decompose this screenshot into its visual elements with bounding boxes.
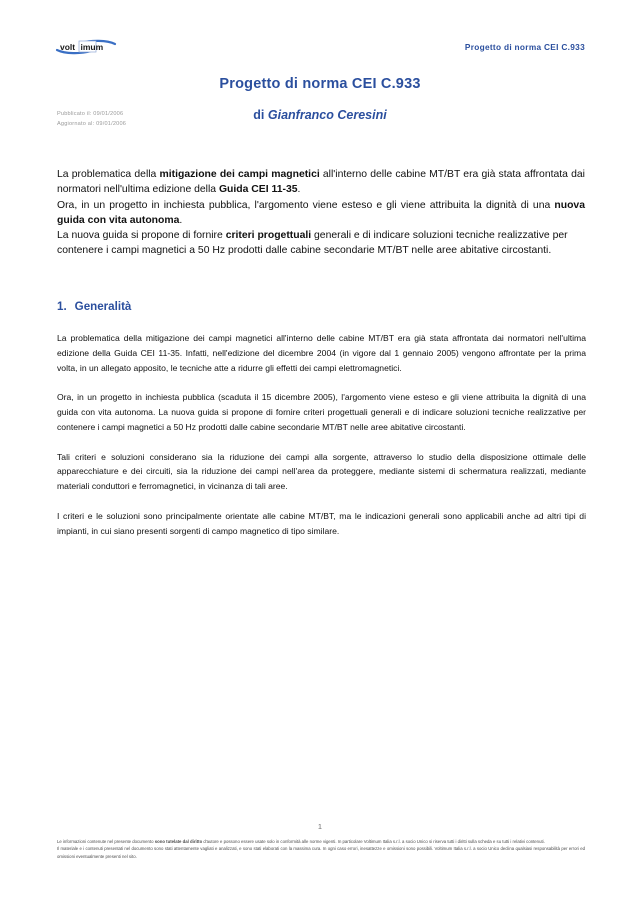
publication-dates	[57, 110, 126, 130]
intro-paragraph-3	[57, 228, 585, 259]
published-date: Pubblicato il: 09/01/2006	[57, 111, 124, 117]
document-header	[55, 34, 585, 60]
footer-disclaimer-line-1	[57, 838, 585, 845]
intro-p1-text-b: all'interno delle cabine MT/BT era già stata affrontata dai normatori nell'ultima edizione della	[57, 169, 585, 196]
footer-disclaimer-line-2: Il materiale e i contenuti presentati nel documento sono stati attentamente vagliati e analizzati, e sono stati elaborati con la massima cura. In ogni caso errori, inesattezze e omissioni sono possibili. Voltimum Italia s.r.l. a socio Unico declina qualsiasi responsabilità per errori ed omissioni eventualmente presenti nel sito.	[57, 846, 585, 859]
author-name: Gianfranco Ceresini	[267, 108, 387, 122]
intro-p3-text-a: La nuova guida si propone di fornire	[57, 230, 226, 242]
header-reference: Progetto di norma CEI C.933	[464, 42, 585, 52]
svg-text:volt: volt	[60, 42, 76, 52]
author-prefix: di	[253, 108, 268, 122]
intro-p2-text-b: .	[179, 214, 183, 226]
intro-p2-bold: nuova guida con vita autonoma	[57, 199, 585, 226]
intro-block	[57, 167, 585, 259]
footer-text-bold: sono tutelate dal diritto	[154, 839, 203, 844]
intro-paragraph-2	[57, 198, 585, 229]
section-heading-generalita	[57, 300, 131, 313]
section-number: 1.	[57, 300, 67, 313]
footer-disclaimer	[57, 838, 585, 860]
intro-paragraph-1	[57, 167, 585, 198]
body-paragraph: Tali criteri e soluzioni considerano sia la riduzione dei campi alla sorgente, attraverso lo studio della disposizione ottimale delle apparecchiature e dei circuiti, sia la riduzione dei campi nell'area da proteggere, mediante sistemi di schermatura realizzati, mediante materiali conduttori e ferromagnetici, in vicinanza di tali aree.	[57, 451, 586, 492]
body-paragraph: La problematica della mitigazione dei campi magnetici all'interno delle cabine MT/BT era già stata affrontata dai normatori nell'ultima edizione della Guida CEI 11-35. Infatti, nell'edizione del dicembre 2004 (in vigore dal 1 gennaio 2005) vengono affrontate per la prima volta, in un allegato apposito, le tecniche atte a ridurre gli effetti dei campi elettromagnetici.	[57, 333, 586, 373]
voltimum-logo	[55, 38, 117, 56]
body-paragraph: I criteri e le soluzioni sono principalmente orientate alle cabine MT/BT, ma le indicazioni generali sono applicabili anche ad altri tipi di impianti, in cui siano presenti sorgenti di campo magnetico di tipo similare.	[57, 511, 586, 536]
footer-text-b: d'autore e possono essere usate solo in conformità alle norme vigenti. In particolare Voltimum Italia s.r.l. a socio Unico si riserva tutti i diritti sulla scheda e su tutti i relativi contenuti.	[202, 839, 545, 844]
updated-date: Aggiornato al: 09/01/2006	[57, 120, 127, 127]
svg-text:imum: imum	[80, 42, 104, 52]
intro-p1-bold-2: Guida CEI 11-35	[218, 184, 298, 196]
section-title: Generalità	[74, 300, 132, 313]
page-title: Progetto di norma CEI C.933	[219, 76, 421, 92]
section-body	[57, 331, 586, 539]
page-number: 1	[317, 822, 323, 831]
intro-p1-bold-1: mitigazione dei campi magnetici	[159, 169, 320, 180]
intro-p1-text-a: La problematica della	[57, 169, 160, 180]
intro-p2-text-a: Ora, in un progetto in inchiesta pubblica, l'argomento viene esteso e gli viene attribuita la dignità di una	[57, 199, 555, 211]
body-paragraph: Ora, in un progetto in inchiesta pubblica (scaduta il 15 dicembre 2005), l'argomento viene esteso e gli viene attribuita la dignità di una guida con vita autonoma. La nuova guida si propone di fornire criteri progettuali generali e di indicare soluzioni tecniche realizzative per contenere i campi magnetici a 50 Hz prodotti dalle cabine secondarie MT/BT nelle aree abitative circostanti.	[57, 392, 586, 432]
intro-p3-text-b: generali e di indicare soluzioni tecniche realizzative per contenere i campi magnetici a 50 Hz prodotti dalle cabine secondarie MT/BT nelle aree abitative circostanti.	[57, 230, 568, 257]
intro-p3-bold: criteri progettuali	[225, 230, 312, 242]
footer-text-a: Le informazioni contenute nel presente documento	[57, 839, 155, 844]
intro-p1-text-c: .	[297, 184, 301, 196]
